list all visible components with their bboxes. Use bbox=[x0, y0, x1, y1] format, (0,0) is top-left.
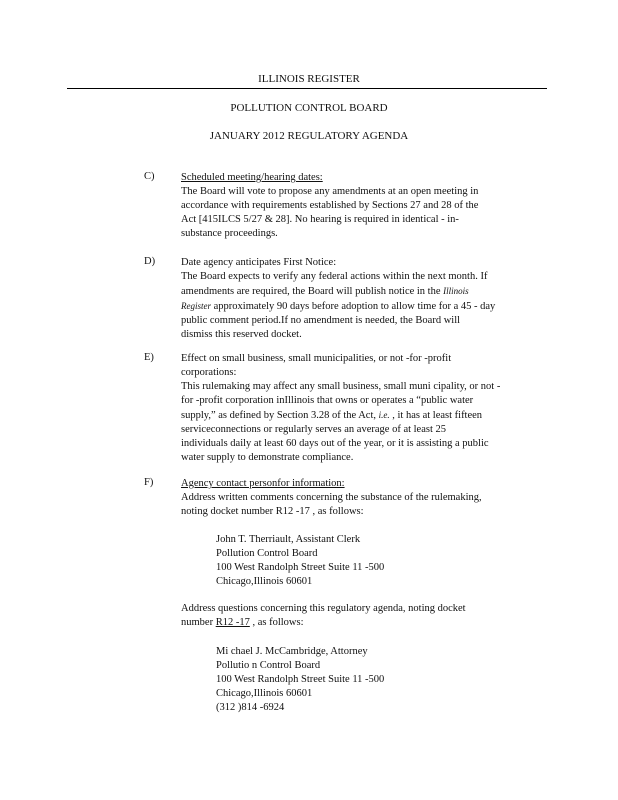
contact-address-clerk bbox=[216, 533, 384, 589]
section-f-heading: Agency contact personfor information: bbox=[181, 478, 345, 489]
section-f-line bbox=[181, 616, 551, 630]
section-d-line: The Board expects to verify any federal actions within the next month. If bbox=[181, 271, 488, 282]
section-e-line: serviceconnections or regularly serves an average of at least 25 bbox=[181, 424, 447, 435]
section-e-text: , it has at least fifteen bbox=[389, 410, 483, 421]
address-line: Mi chael J. McCambridge, Attorney bbox=[216, 646, 368, 657]
section-e-line: corporations: bbox=[181, 367, 237, 378]
section-d-line bbox=[181, 299, 551, 314]
address-line: Chicago,Illinois 60601 bbox=[216, 688, 313, 699]
section-e-line bbox=[181, 408, 551, 423]
section-d-heading: Date agency anticipates First Notice: bbox=[181, 257, 337, 268]
section-c-body bbox=[181, 171, 551, 241]
register-italic: Register bbox=[181, 301, 211, 311]
section-c-line: Act [415ILCS 5/27 & 28]. No hearing is required in identical - in- bbox=[181, 214, 459, 225]
section-f-body bbox=[181, 477, 551, 519]
docket-number: R12 -17 bbox=[215, 617, 250, 628]
section-d-body bbox=[181, 256, 551, 342]
phone-number: (312 )814 -6924 bbox=[216, 702, 285, 713]
section-e-label: E) bbox=[144, 352, 154, 363]
address-line: Pollution Control Board bbox=[216, 548, 318, 559]
board-title: POLLUTION CONTROL BOARD bbox=[230, 102, 388, 114]
section-d-label: D) bbox=[144, 256, 156, 267]
header-rule bbox=[67, 88, 547, 89]
address-line: Pollutio n Control Board bbox=[216, 660, 321, 671]
illinois-italic: Illinois bbox=[443, 286, 469, 296]
agenda-title: JANUARY 2012 REGULATORY AGENDA bbox=[209, 130, 409, 142]
section-d-line bbox=[181, 284, 551, 299]
section-f-text: number bbox=[181, 617, 216, 628]
address-line: 100 West Randolph Street Suite 11 -500 bbox=[216, 562, 385, 573]
section-f-line: Address questions concerning this regulatory agenda, noting docket bbox=[181, 603, 466, 614]
section-e-body bbox=[181, 352, 551, 465]
section-e-text: supply,” as defined by Section 3.28 of the Act, bbox=[181, 410, 376, 421]
section-c-line: substance proceedings. bbox=[181, 228, 278, 239]
section-e-line: Effect on small business, small municipalities, or not -for -profit bbox=[181, 353, 452, 364]
section-d-line: dismiss this reserved docket. bbox=[181, 329, 302, 340]
section-d-line: public comment period.If no amendment is needed, the Board will bbox=[181, 315, 461, 326]
address-line: 100 West Randolph Street Suite 11 -500 bbox=[216, 674, 385, 685]
address-line: John T. Therriault, Assistant Clerk bbox=[216, 534, 361, 545]
section-c-line: The Board will vote to propose any amendments at an open meeting in bbox=[181, 186, 479, 197]
section-c-label: C) bbox=[144, 171, 155, 182]
section-e-line: for -profit corporation inIllinois that owns or operates a “public water bbox=[181, 395, 474, 406]
section-d-text: amendments are required, the Board will publish notice in the bbox=[181, 286, 441, 297]
section-d-text: approximately 90 days before adoption to allow time for a 45 - day bbox=[213, 301, 496, 312]
address-line: Chicago,Illinois 60601 bbox=[216, 576, 313, 587]
section-c-line: accordance with requirements established by Sections 27 and 28 of the bbox=[181, 200, 479, 211]
section-e-line: individuals daily at least 60 days out of the year, or it is assisting a public bbox=[181, 438, 489, 449]
contact-address-attorney bbox=[216, 645, 384, 715]
section-e-line: water supply to demonstrate compliance. bbox=[181, 452, 354, 463]
register-title: ILLINOIS REGISTER bbox=[258, 73, 360, 85]
section-f-text: , as follows: bbox=[249, 617, 304, 628]
section-f-line: noting docket number R12 -17 , as follows: bbox=[181, 506, 364, 517]
section-e-line: This rulemaking may affect any small business, small muni cipality, or not - bbox=[181, 381, 501, 392]
section-f-line: Address written comments concerning the substance of the rulemaking, bbox=[181, 492, 482, 503]
section-c-heading: Scheduled meeting/hearing dates: bbox=[181, 172, 323, 183]
section-f-label: F) bbox=[144, 477, 154, 488]
section-f-questions bbox=[181, 602, 551, 630]
ie-italic: i.e. bbox=[378, 410, 390, 420]
